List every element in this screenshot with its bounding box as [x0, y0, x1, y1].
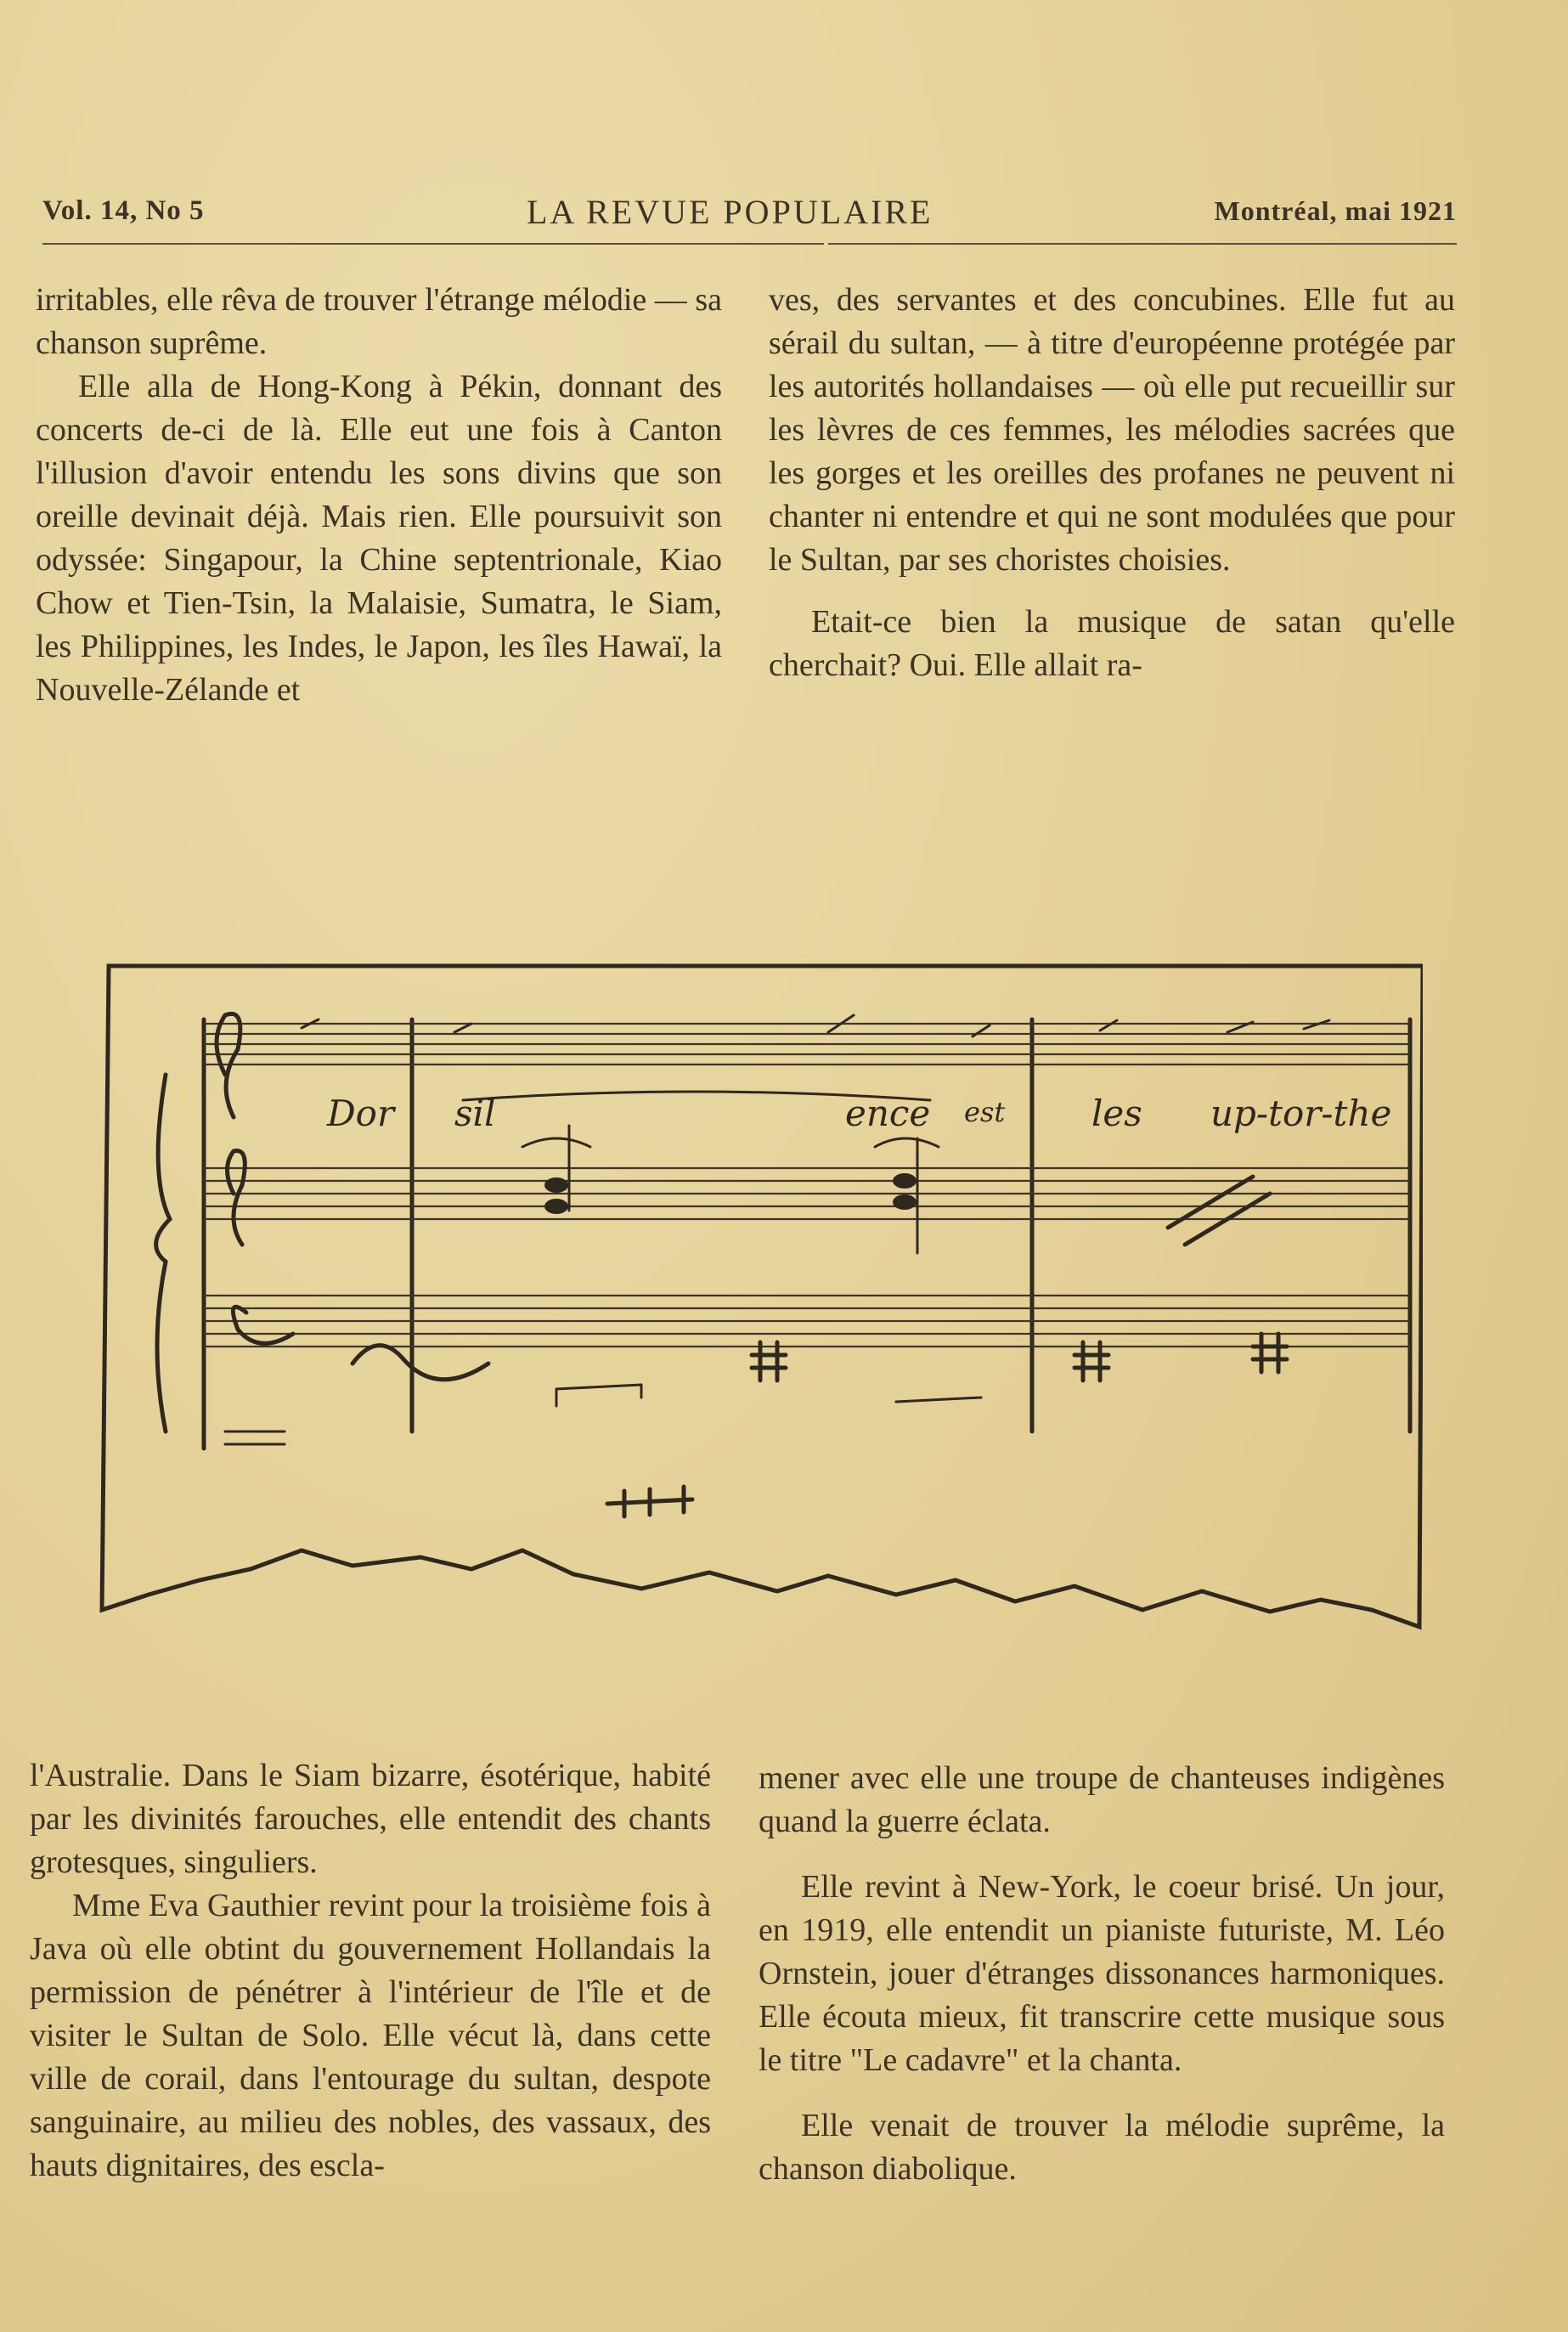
bass-chords	[225, 1334, 1287, 1516]
lyric-syllable: sil	[454, 1093, 496, 1134]
treble-clef-icon	[228, 1151, 245, 1245]
treble-chords	[522, 1126, 1270, 1253]
bass-clef-icon	[233, 1307, 293, 1343]
music-score-illustration	[98, 956, 1423, 1635]
lyric-syllable: les	[1091, 1093, 1142, 1134]
piano-treble-staff	[204, 1168, 1410, 1219]
paragraph: Mme Eva Gauthier revint pour la troisième fois à Java où elle obtint du gouvernement Hollandais la permission de pénétrer à l'intérieur de l'île et de visiter le Sultan de Solo. Elle vécut là, dans cette ville de corail, dans l'entourage du sultan, despote sanguinaire, au milieu des nobles, des vassaux, des hauts dignitaires, des escla-	[30, 1888, 711, 2183]
top-left-column	[36, 279, 722, 712]
publication-title: LA REVUE POPULAIRE	[527, 193, 933, 231]
bottom-right-column	[759, 1757, 1445, 2191]
lyric-syllable: Dor	[327, 1093, 395, 1134]
lyric-syllable: est	[964, 1096, 1006, 1128]
running-header	[42, 189, 1457, 240]
header-rule-right	[828, 243, 1457, 245]
volume-number: Vol. 14, No 5	[42, 195, 205, 226]
paragraph: Elle alla de Hong-Kong à Pékin, donnant des concerts de-ci de là. Elle eut une fois à Canton l'illusion d'avoir entendu les sons divins que son oreille devinait déjà. Mais rien. Elle poursuivit son odyssée: Singapour, la Chine septentrionale, Kiao Chow et Tien-Tsin, la Malaisie, Sumatra, le Siam, les Philippines, les Indes, le Japon, les îles Hawaï, la Nouvelle-Zélande et	[36, 369, 722, 708]
paragraph: mener avec elle une troupe de chanteuses indigènes quand la guerre éclata.	[759, 1760, 1445, 1839]
lyric-syllable: ence	[845, 1093, 931, 1134]
bottom-left-column	[30, 1754, 711, 2188]
system-brace	[156, 1075, 170, 1431]
piano-bass-staff	[204, 1296, 1410, 1347]
paragraph: Etait-ce bien la musique de satan qu'elle cherchait? Oui. Elle allait ra-	[769, 604, 1455, 683]
issue-date: Montréal, mai 1921	[1214, 195, 1457, 226]
voice-staff	[204, 1024, 1410, 1064]
lyric-syllable: up-tor-the	[1210, 1093, 1392, 1134]
paragraph: Elle revint à New-York, le coeur brisé. Un jour, en 1919, elle entendit un pianiste futuriste, M. Léo Ornstein, jouer d'étranges dissonances harmoniques. Elle écouta mieux, fit transcrire cette musique sous le titre "Le cadavre" et la chanta.	[759, 1869, 1445, 2078]
top-right-column	[769, 279, 1455, 687]
treble-clef-icon	[217, 1014, 240, 1117]
paragraph: Elle venait de trouver la mélodie suprême, la chanson diabolique.	[759, 2108, 1445, 2187]
paragraph: ves, des servantes et des concubines. Elle fut au sérail du sultan, — à titre d'européenne protégée par les autorités hollandaises — où elle put recueillir sur les lèvres de ces femmes, les mélodies sacrées que les gorges et les oreilles des profanes ne peuvent ni chanter ni entendre et qui ne sont modulées que pour le Sultan, par ses choristes choisies.	[769, 282, 1455, 578]
paragraph: irritables, elle rêva de trouver l'étrange mélodie — sa chanson suprême.	[36, 282, 722, 361]
header-rule-left	[42, 243, 824, 245]
paragraph: l'Australie. Dans le Siam bizarre, ésotérique, habité par les divinités farouches, elle entendit des chants grotesques, singuliers.	[30, 1758, 711, 1880]
